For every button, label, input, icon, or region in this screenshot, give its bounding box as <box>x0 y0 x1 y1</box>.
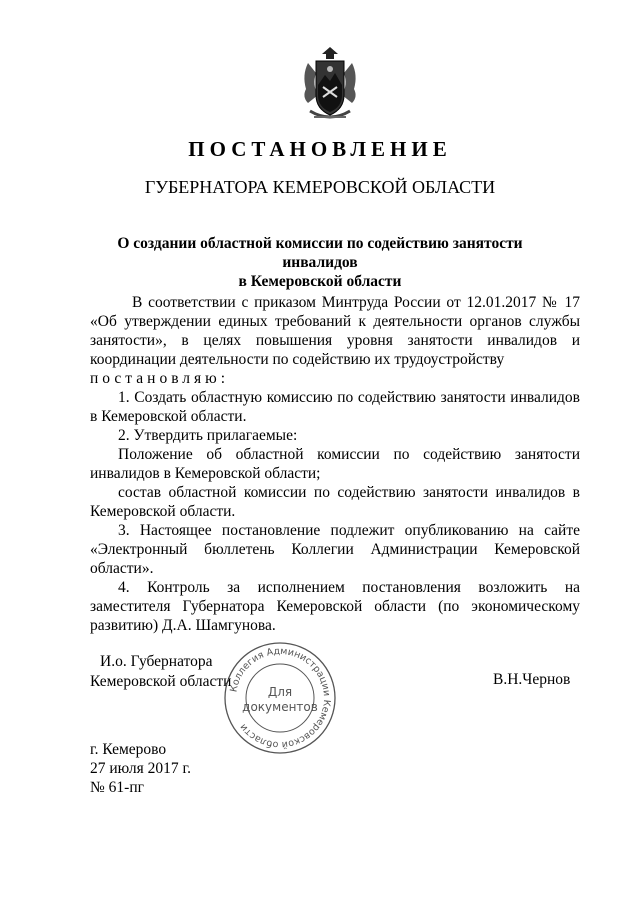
stamp-center-line-2: документов <box>242 700 318 714</box>
issue-date: 27 июля 2017 г. <box>90 760 191 777</box>
document-subject <box>90 234 550 291</box>
subject-line-1: О создании областной комиссии по содействию занятости инвалидов <box>117 235 523 271</box>
subject-line-2: в Кемеровской области <box>238 273 402 290</box>
document-body <box>90 293 580 635</box>
item-2b-paragraph: состав областной комиссии по содействию занятости инвалидов в Кемеровской области. <box>90 484 580 520</box>
coat-of-arms-icon <box>298 45 362 125</box>
stamp-center-line-1: Для <box>267 685 293 699</box>
document-type-title: ПОСТАНОВЛЕНИЕ <box>188 137 452 161</box>
signatory-position <box>90 652 231 692</box>
document-footer <box>90 740 191 797</box>
stamp-ring-text: Коллегия Администрации Кемеровской области <box>228 645 333 751</box>
item-3-paragraph: 3. Настоящее постановление подлежит опубликованию на сайте «Электронный бюллетень Коллегии Администрации Кемеровской области». <box>90 522 580 577</box>
issue-city: г. Кемерово <box>90 741 167 758</box>
issuing-authority: ГУБЕРНАТОРА КЕМЕРОВСКОЙ ОБЛАСТИ <box>144 177 496 197</box>
signatory-position-line-2: Кемеровской области <box>90 673 232 690</box>
official-stamp <box>222 640 338 756</box>
item-2a-paragraph: Положение об областной комиссии по содействию занятости инвалидов в Кемеровской области; <box>90 446 580 482</box>
item-2-paragraph: 2. Утвердить прилагаемые: <box>118 427 298 444</box>
item-1-paragraph: 1. Создать областную комиссию по содействию занятости инвалидов в Кемеровской области. <box>90 389 580 425</box>
item-4-paragraph: 4. Контроль за исполнением постановления возложить на заместителя Губернатора Кемеровской области (по экономическому развитию) Д.А. Шамгунова. <box>90 579 580 634</box>
signatory-name: В.Н.Чернов <box>493 671 571 688</box>
signatory-position-line-1: И.о. Губернатора <box>100 653 213 670</box>
document-number: № 61-пг <box>90 779 144 796</box>
decree-word: постановляю: <box>90 370 230 387</box>
preamble-paragraph: В соответствии с приказом Минтруда России от 12.01.2017 № 17 «Об утверждении единых требований к деятельности органов службы занятости», в целях повышения уровня занятости инвалидов и координации деятельности по содействию их трудоустройству <box>90 294 580 368</box>
